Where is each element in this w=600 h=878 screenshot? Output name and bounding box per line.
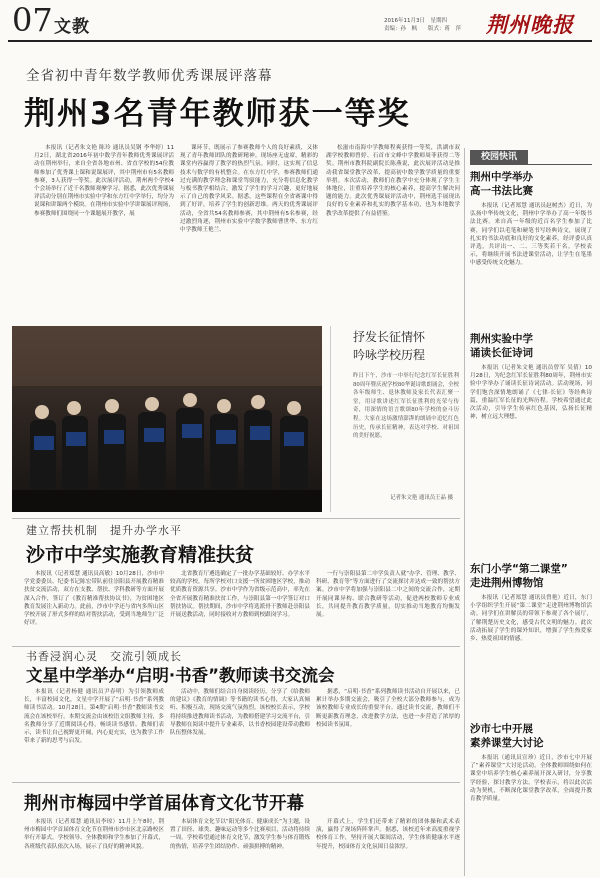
article4-headline: 荆州市梅园中学首届体育文化节开幕 <box>24 794 304 814</box>
sidebar-item-title-1: 荆州实验中学 <box>470 333 533 345</box>
article4-column-1: 本报讯（记者郑慧 通讯员李琼）11月上午8时，荆州市梅园中学首届体育文化节在荆州市沙市区北京路校区举行开幕式。学校领导、全体教师和学生参加了开幕式，各班级代表队依次入场，展示了良好的精神风貌。 <box>24 819 164 850</box>
sidebar-item-title-2: 走进荆州博物馆 <box>470 577 544 589</box>
sidebar-item-title-2: 诵读长征诗词 <box>470 347 533 359</box>
sidebar-item-body: 本报讯（记者郑慧 通讯员曾艳）近日，东门小学组织学生开展“第二课堂”走进荆州博物馆活动。同学们在讲解员的带领下参观了各个展厅，了解荆楚历史文化，感受古代文明的魅力。此次活动拓展了学生的课外知识，增强了学生热爱家乡、热爱祖国的情感。 <box>470 595 592 643</box>
lead-column-1: 本报讯（记者朱文艳 陈玲 通讯员吴钢 李华婷）11月2日，湖北省2016年初中数学青年教师优秀课展评活动在荆州举行，来自全省各地市州、省直学校的54位教师参加了优秀课上课和说课展评，其中荆州市有5名教师参赛，3人获得一等奖。此次展评活动，荆州两个学校4个会场举行了近千名教师观摩学习。据悉，此次优秀课展评活动分别在荆州市实验中学和东方红中学举行，均分为说课和讲课两个模块。在荆州市实验中学讲课展评现场，参赛教师们围绕同一个课题展开教学，展 <box>34 145 174 217</box>
sidebar-item-title-1: 东门小学“第二课堂” <box>470 563 568 575</box>
sidebar-label: 校园快讯 <box>470 150 528 164</box>
sidebar-item <box>470 722 592 874</box>
sidebar-item-body: 本报讯（记者郑慧 通讯员赵树杰）近日，为弘扬中华传统文化，荆州中学举办了高一年级书法比赛。来自高一年级的近百名学生参加了比赛，同学们以毛笔和硬笔书写经典诗文，展现了扎实的书法功底和良好的文化素养。经评委认真评选，共评出一、二、三等奖若干名。学校表示，将继续开展书法进课堂活动，让学生在笔墨中感受传统文化魅力。 <box>470 203 592 267</box>
photo-caption <box>330 326 460 512</box>
divider <box>12 518 460 519</box>
article2-kicker: 建立帮扶机制 提升办学水平 <box>26 524 182 537</box>
lead-kicker: 全省初中青年数学教师优秀课展评落幕 <box>26 68 273 84</box>
photo-credit: 记者朱文艳 通讯员王晶 摄 <box>390 495 453 501</box>
article4-column-3: 开幕式上，学生们还带来了精彩的团体操和武术表演，赢得了现场阵阵掌声。据悉，该校近年来高度重视学校体育工作，坚持开展大课间活动，学生体质健康水平逐年提升，校园体育文化氛围日益浓厚。 <box>316 819 460 850</box>
recital-photo <box>12 326 322 512</box>
article2-headline: 沙市中学实施教育精准扶贫 <box>26 544 255 566</box>
section-title: 文教 <box>54 17 90 37</box>
photo-caption-text: 昨日下午，沙市一中举行纪念红军长征胜利80周年暨庆祝学校80华诞诗歌朗诵会，全校各年级师生、退休教师及家长代表汇聚一堂，用诗歌讲述红军长征胜利的光荣与传奇，用深情的语言歌颂80年学校的奋斗历程。大家在这场激情澎湃的朗诵中追忆红色历史，传承长征精神，表达对学校、对祖国的美好祝愿。 <box>353 373 459 440</box>
sidebar-label-rule <box>470 164 592 165</box>
sidebar-item <box>470 562 592 714</box>
photo-caption-title-2: 吟咏学校历程 <box>353 348 426 362</box>
sidebar-item <box>470 332 592 542</box>
sidebar-item-title-1: 荆州中学举办 <box>470 171 533 183</box>
article4-column-2: 本届体育文化节以“阳光体育、健康成长”为主题，设置了田径、球类、趣味运动等多个比赛项目，活动将持续一周。学校希望通过体育文化节，激发学生参与体育锻炼的热情，培养学生团结协作、顽强拼搏的精神。 <box>170 819 310 850</box>
newspaper-logo: 荆州晚报 <box>486 12 574 37</box>
recital-photo-image <box>12 326 322 512</box>
sidebar-item-title-2: 高一书法比赛 <box>470 185 533 197</box>
lead-headline: 荆州3名青年教师获一等奖 <box>24 96 411 132</box>
sidebar-item-title-1: 沙市七中开展 <box>470 723 533 735</box>
issue-date: 2016年11月3日 星期四 <box>384 18 447 24</box>
article2-column-2: 北省教育厅遴选确定了一批办学基础较好、办学水平较高的学校，每所学校对口支援一所贫困地区学校，推动优质教育资源共享。沙市中学作为省级示范高中，率先在全省开展教育精准扶贫工作，与崇阳县第一中学签订对口帮扶协议。帮扶期间，沙市中学将选派骨干教师赴崇阳县开展送教活动，同时接收对方教师到校跟岗学习。 <box>170 571 310 619</box>
lead-column-2: 课环节，既展示了参赛教师个人的良好素质，又体现了青年教师团队的教研精神。现场座无虚席，精彩的课堂内容赢得了教学的热烈气氛。同时，这实现了信息技术与数学的有机整合。在东方红中学，参赛教师们通过充满的教学理念和课堂驾驭能力，充分将信息化教学与板书教学相结合，激发了学生的学习兴趣，更好地展示了自己的教学风采。据悉，这些课程在全省赛课中得到了好评，培养了学生的创新思维。两天的优秀课展评活动，全省共54名教师参赛，其中荆州有5名参赛，经过激烈角逐，荆州市实验中学数学教师曹世华、东方红中学教师王艳兰、 <box>180 145 318 234</box>
article3-kicker: 书香浸润心灵 交流引领成长 <box>26 650 182 663</box>
lead-column-3: 松滋市南海中学教师程爽获得一等奖，洪湖市双湖学校教师曾婷、石首市文峰中学教师周菲获得二等奖。荆州市教科院副院长陈燕说，此次展评活动是推动我省课堂教学改革、提高初中数学教学质量的重要举措。本次活动，教师们在教学中充分体现了学生主体地位，注重培养学生的核心素养，提高学生解决问题的能力。此次优秀课展评活动中，荆州选手展现出良好的专业素养和扎实的教学基本功，也为本地数学教学改革提供了有益借鉴。 <box>326 145 460 217</box>
sidebar-divider <box>464 148 465 876</box>
divider <box>12 782 460 783</box>
divider <box>12 646 460 647</box>
photo-caption-title-1: 抒发长征情怀 <box>353 330 426 344</box>
article2-column-1: 本报讯（记者郑慧 通讯员高敏）10月28日，沙市中学党委委员、纪委书记陈宏带队前往崇阳县开展教育精准扶贫交流活动，双方在支教、帮扶、学科教研等方面开展深入合作，签订了《教育精准帮扶协议书》，为贫困地区教育发展注入新动力。此前，沙市中学还与省内多所山区学校开展了形式多样的结对帮扶活动，受到当地师生广泛好评。 <box>24 571 164 627</box>
issue-meta <box>384 18 484 33</box>
header-rule <box>8 40 592 42</box>
page-number: 07 <box>12 1 53 39</box>
sidebar-item-body: 本报讯（记者朱文艳 通讯员曾军 吴倩）10月28日，为纪念红军长征胜利80周年，荆州市实验中学举办了诵读长征诗词活动。活动现场，同学们饱含深情地朗诵了《七律·长征》等经典诗篇，重温红军长征的光辉历程。学校希望通过此次活动，引导学生传承红色基因，弘扬长征精神，树立远大理想。 <box>470 365 592 421</box>
editor-line: 责编：孙 枫 版式：蒋 萍 <box>384 25 462 32</box>
article3-column-2: 活动中，教师们结合自身阅读经历，分享了《给教师的建议》《教育的情调》等书籍的读书心得，大家认真倾听、积极互动，现场交流气氛热烈。该校校长表示，学校将持续推进教师读书活动，为教师搭建学习交流平台，引导教师在阅读中提升专业素养，以书香校园建设带动教师队伍整体发展。 <box>170 689 310 737</box>
article2-column-3: 一行与崇阳县第二中学负责人就“办学、管理、教学、科研、教育等”等方面进行了交流探讨并达成一致的帮扶方案。沙市中学将加强与崇阳县二中之间的交流合作，定期开展同课异构、联合教研等活动，促进两校教师专业成长，共同提升教育教学质量，切实推动当地教育均衡发展。 <box>316 571 460 619</box>
sidebar-item-body: 本报讯（通讯员宣珍）近日，沙市七中开展了“素养课堂”大讨论活动。全体教师围绕如何在课堂中培养学生核心素养展开深入研讨，分享教学经验，探讨教学方法。学校表示，将以此次活动为契机，不断深化课堂教学改革，全面提升教育教学质量。 <box>470 755 592 803</box>
sidebar-item-title-2: 素养课堂大讨论 <box>470 737 544 749</box>
article3-headline: 文星中学举办“启明·书香”教师读书交流会 <box>26 666 335 685</box>
sidebar-item <box>470 170 592 330</box>
article3-column-3: 据悉，“启明·书香”系列教师读书活动自开展以来，已累计举办多期交流会，吸引了全校大部分教师参与，成为该校教师专业成长的重要平台。通过读书交流，教师们不断更新教育理念，改进教学方法，也进一步营造了浓厚的校园读书氛围。 <box>316 689 460 728</box>
article3-column-1: 本报讯（记者杨健 通讯员尹春明）为引领教师成长，丰富校园文化，文星中学开展了“启明·书香”系列教师读书活动。10月28日，第4期“启明·书香”教师读书交流会在该校举行。本期交流会由该校语文组教师主持，多名教师分享了近期阅读心得，畅谈读书感悟。教师们表示，读书让自己视野更开阔，内心更充实，也为教学工作带来了新的思考与启发。 <box>24 689 164 745</box>
